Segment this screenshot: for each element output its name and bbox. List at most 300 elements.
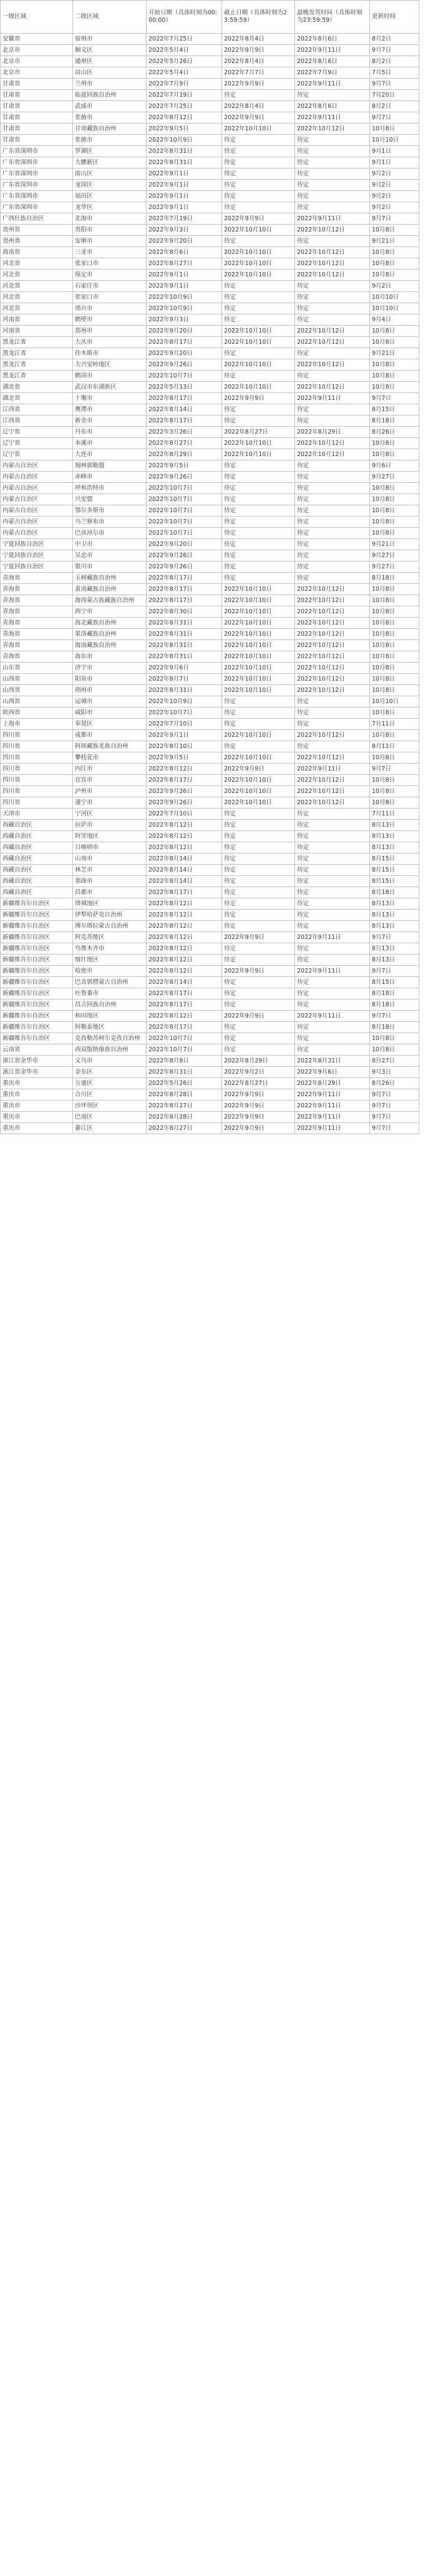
table-row xyxy=(1,988,419,999)
latest-ship-cell: 待定 xyxy=(295,887,370,898)
primary-region-cell: 云南省 xyxy=(1,1044,73,1056)
start-date-cell: 2022年8月17日 xyxy=(147,887,222,898)
end-date-cell: 待定 xyxy=(222,404,295,416)
table-row xyxy=(1,135,419,146)
updated-cell: 7月11日 xyxy=(370,809,419,820)
end-date-cell: 2022年9月9日 xyxy=(222,1101,295,1112)
table-row xyxy=(1,101,419,112)
end-date-cell: 2022年10月10日 xyxy=(222,674,295,685)
table-row xyxy=(1,505,419,517)
end-date-cell: 待定 xyxy=(222,505,295,517)
primary-region-cell: 重庆市 xyxy=(1,1078,73,1089)
primary-region-cell: 新疆维吾尔自治区 xyxy=(1,955,73,966)
start-date-cell: 2022年8月12日 xyxy=(147,910,222,921)
start-date-cell: 2022年10月7日 xyxy=(147,494,222,505)
secondary-region-cell: 北海市 xyxy=(73,213,147,225)
latest-ship-cell: 2022年10月12日 xyxy=(295,337,370,348)
updated-cell: 9月7日 xyxy=(370,1101,419,1112)
primary-region-cell: 黑龙江省 xyxy=(1,359,73,371)
secondary-region-cell: 宁河区 xyxy=(73,809,147,820)
start-date-cell: 2022年5月4日 xyxy=(147,67,222,79)
primary-region-cell: 天津市 xyxy=(1,809,73,820)
start-date-cell: 2022年8月14日 xyxy=(147,876,222,887)
start-date-cell: 2022年9月26日 xyxy=(147,561,222,573)
secondary-region-cell: 赤峰市 xyxy=(73,472,147,483)
updated-cell: 10月8日 xyxy=(370,517,419,528)
table-row xyxy=(1,191,419,202)
updated-cell: 8月2日 xyxy=(370,101,419,112)
updated-cell: 9月27日 xyxy=(370,550,419,561)
start-date-cell: 2022年8月12日 xyxy=(147,921,222,932)
start-date-cell: 2022年10月7日 xyxy=(147,528,222,539)
start-date-cell: 2022年8月31日 xyxy=(147,157,222,168)
end-date-cell: 待定 xyxy=(222,517,295,528)
table-row xyxy=(1,124,419,135)
primary-region-cell: 广东省深圳市 xyxy=(1,191,73,202)
updated-cell: 10月8日 xyxy=(370,618,419,629)
table-row xyxy=(1,707,419,719)
table-row xyxy=(1,584,419,595)
latest-ship-cell: 2022年10月12日 xyxy=(295,786,370,797)
table-row xyxy=(1,775,419,786)
latest-ship-cell: 2022年10月12日 xyxy=(295,326,370,337)
end-date-cell: 2022年9月9日 xyxy=(222,1123,295,1134)
latest-ship-cell: 2022年9月11日 xyxy=(295,1089,370,1101)
secondary-region-cell: 塔城地区 xyxy=(73,898,147,910)
primary-region-cell: 宁夏回族自治区 xyxy=(1,561,73,573)
latest-ship-cell: 待定 xyxy=(295,494,370,505)
table-row xyxy=(1,348,419,359)
secondary-region-cell: 乌鲁木齐市 xyxy=(73,943,147,955)
end-date-cell: 待定 xyxy=(222,820,295,831)
secondary-region-cell: 贵阳市 xyxy=(73,225,147,236)
latest-ship-cell: 待定 xyxy=(295,472,370,483)
end-date-cell: 待定 xyxy=(222,483,295,494)
start-date-cell: 2022年7月25日 xyxy=(147,34,222,45)
start-date-cell: 2022年8月12日 xyxy=(147,966,222,977)
end-date-cell: 2022年10月10日 xyxy=(222,449,295,460)
primary-region-cell: 内蒙古自治区 xyxy=(1,517,73,528)
start-date-cell: 2022年10月7日 xyxy=(147,1033,222,1044)
primary-region-cell: 青海省 xyxy=(1,640,73,651)
start-date-cell: 2022年10月9日 xyxy=(147,292,222,303)
end-date-cell: 2022年9月9日 xyxy=(222,966,295,977)
table-row xyxy=(1,34,419,45)
latest-ship-cell: 待定 xyxy=(295,820,370,831)
latest-ship-cell: 待定 xyxy=(295,943,370,955)
start-date-cell: 2022年8月14日 xyxy=(147,865,222,876)
primary-region-cell: 四川省 xyxy=(1,797,73,809)
start-date-cell: 2022年8月12日 xyxy=(147,842,222,853)
secondary-region-cell: 义乌市 xyxy=(73,1056,147,1067)
secondary-region-cell: 果洛藏族自治州 xyxy=(73,629,147,640)
updated-cell: 10月10日 xyxy=(370,292,419,303)
primary-region-cell: 新疆维吾尔自治区 xyxy=(1,1033,73,1044)
secondary-region-cell: 成都市 xyxy=(73,730,147,741)
secondary-region-cell: 阿里地区 xyxy=(73,831,147,842)
updated-cell: 8月11日 xyxy=(370,741,419,752)
start-date-cell: 2022年10月7日 xyxy=(147,517,222,528)
end-date-cell: 2022年9月9日 xyxy=(222,764,295,775)
updated-cell: 9月7日 xyxy=(370,45,419,56)
end-date-cell: 待定 xyxy=(222,371,295,382)
primary-region-cell: 新疆维吾尔自治区 xyxy=(1,898,73,910)
end-date-cell: 待定 xyxy=(222,977,295,988)
start-date-cell: 2022年9月1日 xyxy=(147,730,222,741)
start-date-cell: 2022年9月20日 xyxy=(147,326,222,337)
updated-cell: 10月8日 xyxy=(370,337,419,348)
primary-region-cell: 内蒙古自治区 xyxy=(1,528,73,539)
end-date-cell: 待定 xyxy=(222,1022,295,1033)
table-row xyxy=(1,573,419,584)
primary-region-cell: 内蒙古自治区 xyxy=(1,505,73,517)
updated-cell: 10月10日 xyxy=(370,303,419,314)
end-date-cell: 2022年10月10日 xyxy=(222,247,295,258)
table-row xyxy=(1,528,419,539)
table-row xyxy=(1,1078,419,1089)
primary-region-cell: 四川省 xyxy=(1,752,73,764)
primary-region-cell: 甘肃省 xyxy=(1,112,73,124)
latest-ship-cell: 待定 xyxy=(295,741,370,752)
secondary-region-cell: 本溪市 xyxy=(73,438,147,449)
secondary-region-cell: 山南市 xyxy=(73,853,147,865)
end-date-cell: 2022年10月10日 xyxy=(222,685,295,696)
header-latest-ship: 最晚发货时间（具体时刻为23:59:59） xyxy=(295,1,370,34)
latest-ship-cell: 待定 xyxy=(295,483,370,494)
end-date-cell: 2022年10月10日 xyxy=(222,438,295,449)
secondary-region-cell: 鄂尔多斯市 xyxy=(73,505,147,517)
table-row xyxy=(1,438,419,449)
end-date-cell: 待定 xyxy=(222,898,295,910)
table-row xyxy=(1,337,419,348)
latest-ship-cell: 2022年10月12日 xyxy=(295,382,370,393)
primary-region-cell: 北京市 xyxy=(1,45,73,56)
latest-ship-cell: 待定 xyxy=(295,831,370,842)
primary-region-cell: 广西壮族自治区 xyxy=(1,213,73,225)
table-row xyxy=(1,45,419,56)
end-date-cell: 待定 xyxy=(222,460,295,472)
updated-cell: 8月18日 xyxy=(370,988,419,999)
secondary-region-cell: 中卫市 xyxy=(73,539,147,550)
latest-ship-cell: 2022年10月12日 xyxy=(295,438,370,449)
end-date-cell: 待定 xyxy=(222,842,295,853)
latest-ship-cell: 2022年8月6日 xyxy=(295,34,370,45)
secondary-region-cell: 綦江区 xyxy=(73,1123,147,1134)
latest-ship-cell: 待定 xyxy=(295,348,370,359)
table-row xyxy=(1,685,419,696)
table-row xyxy=(1,1033,419,1044)
table-row xyxy=(1,820,419,831)
end-date-cell: 待定 xyxy=(222,573,295,584)
secondary-region-cell: 阿坝藏族羌族自治州 xyxy=(73,741,147,752)
start-date-cell: 2022年7月25日 xyxy=(147,101,222,112)
secondary-region-cell: 日喀则市 xyxy=(73,842,147,853)
latest-ship-cell: 待定 xyxy=(295,180,370,191)
latest-ship-cell: 待定 xyxy=(295,550,370,561)
updated-cell: 9月4日 xyxy=(370,314,419,326)
secondary-region-cell: 内江市 xyxy=(73,764,147,775)
secondary-region-cell: 新余市 xyxy=(73,416,147,427)
secondary-region-cell: 罗湖区 xyxy=(73,146,147,157)
updated-cell: 10月8日 xyxy=(370,595,419,606)
latest-ship-cell: 待定 xyxy=(295,517,370,528)
latest-ship-cell: 2022年10月12日 xyxy=(295,359,370,371)
latest-ship-cell: 2022年10月12日 xyxy=(295,595,370,606)
start-date-cell: 2022年8月12日 xyxy=(147,820,222,831)
updated-cell: 9月2日 xyxy=(370,191,419,202)
latest-ship-cell: 2022年10月12日 xyxy=(295,674,370,685)
end-date-cell: 2022年10月10日 xyxy=(222,337,295,348)
table-row xyxy=(1,292,419,303)
updated-cell: 9月7日 xyxy=(370,79,419,90)
primary-region-cell: 新疆维吾尔自治区 xyxy=(1,1011,73,1022)
latest-ship-cell: 待定 xyxy=(295,988,370,999)
start-date-cell: 2022年8月17日 xyxy=(147,775,222,786)
secondary-region-cell: 巴彦淖尔市 xyxy=(73,528,147,539)
start-date-cell: 2022年8月17日 xyxy=(147,393,222,404)
primary-region-cell: 西藏自治区 xyxy=(1,865,73,876)
latest-ship-cell: 待定 xyxy=(295,910,370,921)
table-row xyxy=(1,270,419,281)
start-date-cell: 2022年8月17日 xyxy=(147,988,222,999)
header-start-date: 开始日期（具体时刻为00:00:00） xyxy=(147,1,222,34)
end-date-cell: 待定 xyxy=(222,999,295,1011)
latest-ship-cell: 待定 xyxy=(295,865,370,876)
primary-region-cell: 黑龙江省 xyxy=(1,371,73,382)
latest-ship-cell: 待定 xyxy=(295,561,370,573)
region-schedule-table xyxy=(0,0,419,1134)
secondary-region-cell: 邢台市 xyxy=(73,303,147,314)
table-row xyxy=(1,831,419,842)
end-date-cell: 待定 xyxy=(222,281,295,292)
end-date-cell: 待定 xyxy=(222,910,295,921)
secondary-region-cell: 阿勒泰地区 xyxy=(73,1022,147,1033)
table-row xyxy=(1,236,419,247)
secondary-region-cell: 海北藏族自治州 xyxy=(73,618,147,629)
primary-region-cell: 重庆市 xyxy=(1,1089,73,1101)
table-row xyxy=(1,393,419,404)
latest-ship-cell: 待定 xyxy=(295,809,370,820)
table-row xyxy=(1,416,419,427)
start-date-cell: 2022年9月20日 xyxy=(147,539,222,550)
secondary-region-cell: 张掖市 xyxy=(73,135,147,146)
latest-ship-cell: 待定 xyxy=(295,90,370,101)
latest-ship-cell: 2022年9月11日 xyxy=(295,45,370,56)
updated-cell: 10月8日 xyxy=(370,707,419,719)
table-row xyxy=(1,247,419,258)
latest-ship-cell: 2022年8月31日 xyxy=(295,1056,370,1067)
updated-cell: 7月20日 xyxy=(370,90,419,101)
primary-region-cell: 四川省 xyxy=(1,775,73,786)
table-row xyxy=(1,741,419,752)
secondary-region-cell: 鹰潭市 xyxy=(73,404,147,416)
updated-cell: 8月13日 xyxy=(370,898,419,910)
secondary-region-cell: 沙坪坝区 xyxy=(73,1101,147,1112)
updated-cell: 8月18日 xyxy=(370,1022,419,1033)
primary-region-cell: 山东省 xyxy=(1,663,73,674)
end-date-cell: 待定 xyxy=(222,135,295,146)
updated-cell: 10月8日 xyxy=(370,674,419,685)
latest-ship-cell: 待定 xyxy=(295,416,370,427)
primary-region-cell: 浙江省金华市 xyxy=(1,1067,73,1078)
table-row xyxy=(1,225,419,236)
start-date-cell: 2022年8月31日 xyxy=(147,618,222,629)
start-date-cell: 2022年5月13日 xyxy=(147,382,222,393)
primary-region-cell: 广东省深圳市 xyxy=(1,146,73,157)
secondary-region-cell: 武威市 xyxy=(73,101,147,112)
updated-cell: 10月8日 xyxy=(370,1033,419,1044)
latest-ship-cell: 待定 xyxy=(295,168,370,180)
secondary-region-cell: 阳泉市 xyxy=(73,674,147,685)
table-row xyxy=(1,640,419,651)
table-row xyxy=(1,663,419,674)
end-date-cell: 待定 xyxy=(222,494,295,505)
secondary-region-cell: 龙华区 xyxy=(73,202,147,213)
primary-region-cell: 青海省 xyxy=(1,651,73,663)
table-row xyxy=(1,719,419,730)
latest-ship-cell: 待定 xyxy=(295,719,370,730)
latest-ship-cell: 2022年8月29日 xyxy=(295,427,370,438)
start-date-cell: 2022年8月8日 xyxy=(147,1056,222,1067)
latest-ship-cell: 待定 xyxy=(295,505,370,517)
table-row xyxy=(1,629,419,640)
updated-cell: 8月15日 xyxy=(370,404,419,416)
primary-region-cell: 北京市 xyxy=(1,56,73,67)
start-date-cell: 2022年9月20日 xyxy=(147,348,222,359)
table-row xyxy=(1,853,419,865)
updated-cell: 10月8日 xyxy=(370,730,419,741)
updated-cell: 9月2日 xyxy=(370,202,419,213)
secondary-region-cell: 运城市 xyxy=(73,696,147,707)
updated-cell: 8月13日 xyxy=(370,820,419,831)
end-date-cell: 待定 xyxy=(222,528,295,539)
updated-cell: 10月8日 xyxy=(370,651,419,663)
table-row xyxy=(1,1101,419,1112)
end-date-cell: 待定 xyxy=(222,202,295,213)
table-row xyxy=(1,977,419,988)
end-date-cell: 2022年7月7日 xyxy=(222,67,295,79)
updated-cell: 10月10日 xyxy=(370,135,419,146)
latest-ship-cell: 2022年9月11日 xyxy=(295,393,370,404)
end-date-cell: 2022年9月9日 xyxy=(222,1112,295,1123)
end-date-cell: 待定 xyxy=(222,157,295,168)
start-date-cell: 2022年8月12日 xyxy=(147,955,222,966)
updated-cell: 9月7日 xyxy=(370,112,419,124)
start-date-cell: 2022年9月1日 xyxy=(147,281,222,292)
updated-cell: 10月8日 xyxy=(370,270,419,281)
start-date-cell: 2022年7月10日 xyxy=(147,719,222,730)
start-date-cell: 2022年9月26日 xyxy=(147,472,222,483)
table-row xyxy=(1,550,419,561)
latest-ship-cell: 待定 xyxy=(295,404,370,416)
updated-cell: 10月8日 xyxy=(370,1044,419,1056)
header-primary-region: 一级区域 xyxy=(1,1,73,34)
updated-cell: 9月1日 xyxy=(370,157,419,168)
updated-cell: 8月26日 xyxy=(370,427,419,438)
primary-region-cell: 河北省 xyxy=(1,270,73,281)
latest-ship-cell: 待定 xyxy=(295,977,370,988)
primary-region-cell: 新疆维吾尔自治区 xyxy=(1,966,73,977)
secondary-region-cell: 乌兰察布市 xyxy=(73,517,147,528)
end-date-cell: 2022年10月10日 xyxy=(222,640,295,651)
end-date-cell: 2022年9月9日 xyxy=(222,45,295,56)
start-date-cell: 2022年10月9日 xyxy=(147,135,222,146)
primary-region-cell: 广东省深圳市 xyxy=(1,180,73,191)
secondary-region-cell: 宜宾市 xyxy=(73,775,147,786)
updated-cell: 9月2日 xyxy=(370,281,419,292)
secondary-region-cell: 哈密市 xyxy=(73,966,147,977)
updated-cell: 8月27日 xyxy=(370,1056,419,1067)
secondary-region-cell: 济宁市 xyxy=(73,663,147,674)
end-date-cell: 待定 xyxy=(222,741,295,752)
end-date-cell: 待定 xyxy=(222,707,295,719)
start-date-cell: 2022年8月17日 xyxy=(147,584,222,595)
updated-cell: 10月8日 xyxy=(370,640,419,651)
secondary-region-cell: 甘南藏族自治州 xyxy=(73,124,147,135)
end-date-cell: 2022年10月10日 xyxy=(222,584,295,595)
secondary-region-cell: 黄南藏族自治州 xyxy=(73,584,147,595)
end-date-cell: 2022年9月9日 xyxy=(222,1089,295,1101)
end-date-cell: 待定 xyxy=(222,561,295,573)
latest-ship-cell: 2022年9月11日 xyxy=(295,1123,370,1134)
primary-region-cell: 辽宁省 xyxy=(1,427,73,438)
primary-region-cell: 河南省 xyxy=(1,314,73,326)
updated-cell: 8月15日 xyxy=(370,876,419,887)
table-row xyxy=(1,1112,419,1123)
start-date-cell: 2022年9月26日 xyxy=(147,359,222,371)
start-date-cell: 2022年9月26日 xyxy=(147,550,222,561)
secondary-region-cell: 南山区 xyxy=(73,168,147,180)
end-date-cell: 待定 xyxy=(222,955,295,966)
updated-cell: 7月5日 xyxy=(370,67,419,79)
end-date-cell: 2022年8月27日 xyxy=(222,1078,295,1089)
end-date-cell: 待定 xyxy=(222,887,295,898)
table-row xyxy=(1,1067,419,1078)
latest-ship-cell: 2022年10月12日 xyxy=(295,730,370,741)
updated-cell: 10月8日 xyxy=(370,382,419,393)
table-row xyxy=(1,1123,419,1134)
latest-ship-cell: 2022年10月12日 xyxy=(295,629,370,640)
latest-ship-cell: 待定 xyxy=(295,281,370,292)
secondary-region-cell: 呼和浩特市 xyxy=(73,483,147,494)
start-date-cell: 2022年9月5日 xyxy=(147,460,222,472)
end-date-cell: 2022年10月10日 xyxy=(222,752,295,764)
primary-region-cell: 陕西省 xyxy=(1,707,73,719)
table-row xyxy=(1,966,419,977)
updated-cell: 9月21日 xyxy=(370,539,419,550)
start-date-cell: 2022年8月31日 xyxy=(147,1067,222,1078)
end-date-cell: 2022年10月10日 xyxy=(222,124,295,135)
updated-cell: 10月8日 xyxy=(370,528,419,539)
primary-region-cell: 湖北省 xyxy=(1,393,73,404)
secondary-region-cell: 宿州市 xyxy=(73,34,147,45)
secondary-region-cell: 张掖市 xyxy=(73,112,147,124)
start-date-cell: 2022年10月9日 xyxy=(147,696,222,707)
end-date-cell: 2022年10月10日 xyxy=(222,606,295,618)
table-row xyxy=(1,258,419,270)
end-date-cell: 2022年8月4日 xyxy=(222,56,295,67)
primary-region-cell: 内蒙古自治区 xyxy=(1,460,73,472)
latest-ship-cell: 待定 xyxy=(295,955,370,966)
end-date-cell: 2022年10月10日 xyxy=(222,730,295,741)
updated-cell: 9月7日 xyxy=(370,393,419,404)
table-row xyxy=(1,359,419,371)
end-date-cell: 2022年10月10日 xyxy=(222,663,295,674)
updated-cell: 10月8日 xyxy=(370,584,419,595)
latest-ship-cell: 待定 xyxy=(295,707,370,719)
latest-ship-cell: 待定 xyxy=(295,528,370,539)
end-date-cell: 待定 xyxy=(222,853,295,865)
